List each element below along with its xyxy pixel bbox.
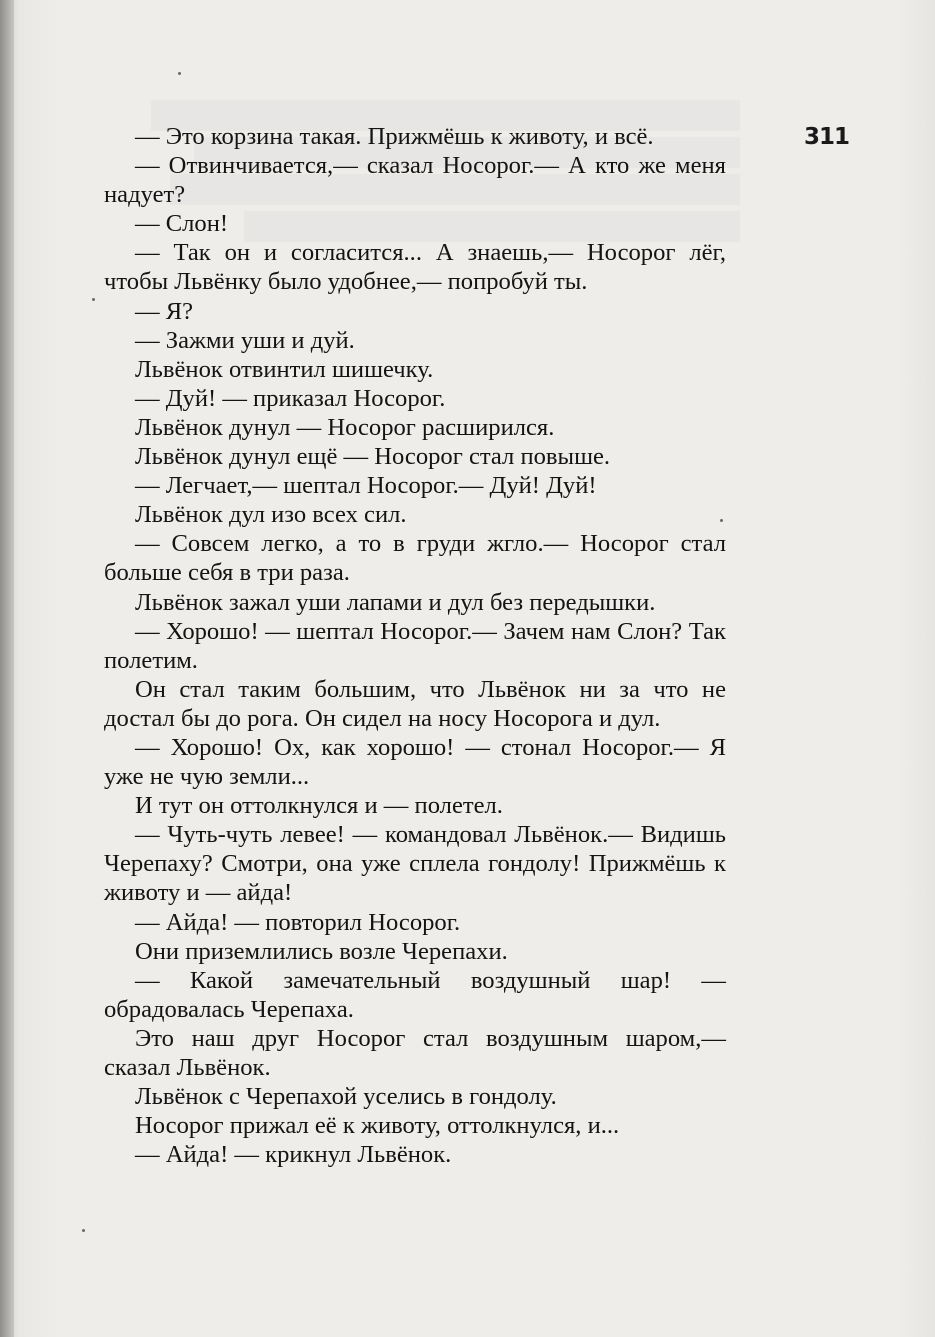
paragraph: Он стал таким большим, что Львёнок ни за что не достал бы до рога. Он сидел на носу Носорога и дул. [104,675,726,732]
paragraph: Они приземлились возле Черепахи. [135,937,508,965]
paragraph: — Совсем легко, а то в груди жгло.— Носорог стал больше себя в три раза. [104,530,726,587]
paragraph: — Хорошо! Ох, как хорошо! — стонал Носорог.— Я уже не чую земли... [104,733,726,791]
paragraph: Львёнок дунул — Носорог расширился. [135,413,555,441]
paragraph: — Так он и согласится... А знаешь,— Носорог лёг, чтобы Львёнку было удобнее,— попробуй ты. [104,239,726,296]
story-text [104,122,726,1169]
paragraph: Львёнок зажал уши лапами и дул без передышки. [135,588,656,616]
paragraph: Львёнок с Черепахой уселись в гондолу. [135,1083,557,1111]
speck [178,72,181,75]
paragraph: Это наш друг Носорог стал воздушным шаром,— сказал Львёнок. [104,1024,726,1081]
paragraph: — Зажми уши и дуй. [135,326,355,354]
paragraph: — Я? [135,297,194,325]
paragraph: — Слон! [135,210,229,238]
paragraph: Львёнок дунул ещё — Носорог стал повыше. [135,443,611,471]
paragraph: — Дуй! — приказал Носорог. [135,384,446,412]
paragraph: Львёнок дул изо всех сил. [135,501,407,529]
paragraph: Львёнок отвинтил шишечку. [135,355,434,383]
book-spine-shadow [0,0,14,1337]
paragraph: — Это корзина такая. Прижмёшь к животу, и всё. [135,123,654,150]
paragraph: — Айда! — повторил Носорог. [135,908,461,936]
paragraph: — Какой замечательный воздушный шар! — обрадовалась Черепаха. [104,966,726,1023]
speck [82,1229,85,1232]
page-number: 311 [804,124,850,150]
paragraph: — Отвинчивается,— сказал Носорог.— А кто же меня надует? [104,152,726,209]
paragraph: — Чуть-чуть левее! — командовал Львёнок.— Видишь Черепаху? Смотри, она уже сплела гондолу! Прижмёшь к животу и — айда! [104,821,726,907]
paragraph: — Айда! — крикнул Львёнок. [135,1141,452,1169]
paragraph: — Легчает,— шептал Носорог.— Дуй! Дуй! [135,472,597,500]
paragraph: И тут он оттолкнулся и — полетел. [135,792,503,820]
paragraph: — Хорошо! — шептал Носорог.— Зачем нам Слон? Так полетим. [104,617,726,674]
speck [92,298,95,301]
paragraph: Носорог прижал её к животу, оттолкнулся, и... [135,1112,620,1140]
